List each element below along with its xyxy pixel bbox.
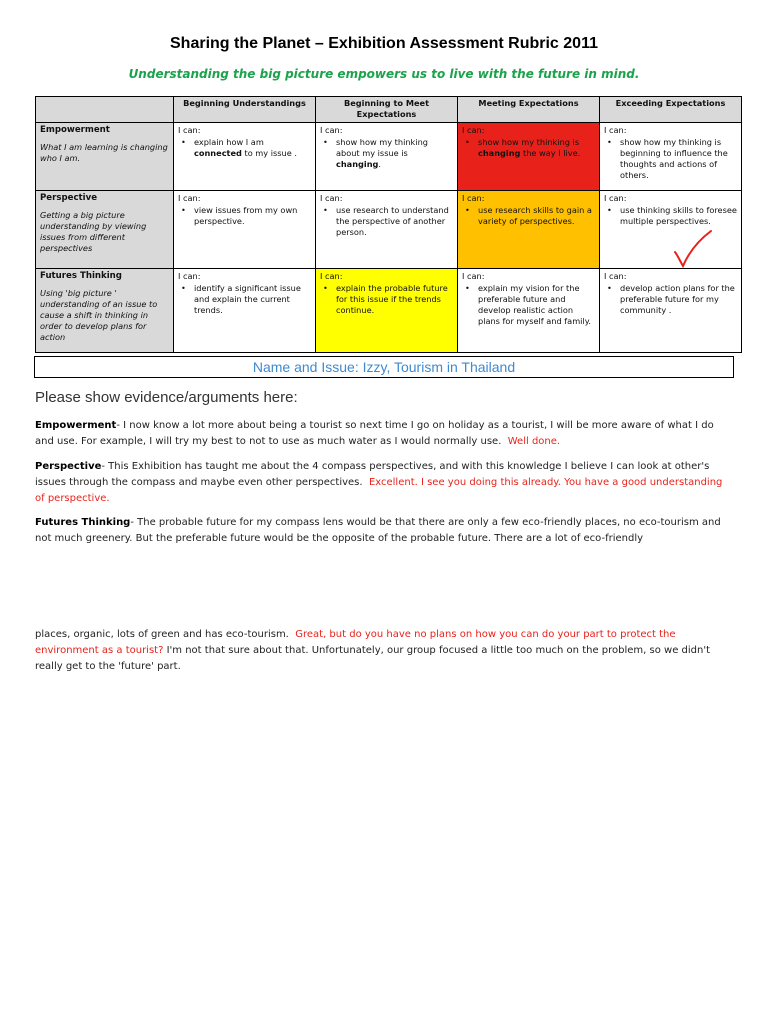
rubric-header: Meeting Expectations [458,97,600,123]
evidence-futures-continued [35,627,735,675]
page-subtitle: Understanding the big picture empowers us to live with the future in mind. [128,67,640,81]
row-title: Perspective [40,193,98,203]
rubric-header: Beginning to Meet Expectations [316,97,458,123]
evidence-text: - The probable future for my compass lens would be that there are only a few eco-friendly places, no eco-tourism and not much greenery. But the preferable future would be the opposite of the probable future. There are a lot of eco-friendly [35,517,721,544]
criterion-item: • show how my thinking is changing the way I live. [478,137,595,159]
rubric-row-empowerment [36,123,742,191]
row-description: Getting a big picture understanding by viewing issues from different perspectives [40,210,147,253]
evidence-text: - I now know a lot more about being a tourist so next time I go on holiday as a tourist, I will be more aware of what I do and use. For example, I will try my best to not to use as much water as I would normally use. [35,420,714,447]
rubric-header-row [36,97,742,123]
criterion-item: • use research to understand the perspective of another person. [336,205,453,238]
teacher-feedback: Great, but do you have no plans on how you can do your part to protect the environment as a tourist? [35,629,676,656]
criterion-item: • explain my vision for the preferable future and develop realistic action plans for myself and family. [478,283,595,327]
evidence-label: Empowerment [35,420,117,431]
criterion-item: • view issues from my own perspective. [194,205,311,227]
rubric-cell [316,191,458,269]
ican-label: I can: [320,271,343,281]
evidence-label: Futures Thinking [35,517,131,528]
criterion-item: • explain how I am connected to my issue . [194,137,311,159]
ican-label: I can: [604,193,627,203]
assessment-rubric-table [35,96,742,353]
criterion-item: • explain the probable future for this issue if the trends continue. [336,283,453,316]
teacher-feedback: Excellent. I see you doing this already. You have a good understanding of perspective. [35,477,723,504]
rubric-cell [174,123,316,191]
rubric-cell-highlighted-orange [458,191,600,269]
criterion-item: • use research skills to gain a variety of perspectives. [478,205,595,227]
evidence-futures-thinking [35,515,735,547]
rubric-row-futures-thinking [36,269,742,353]
evidence-text: places, organic, lots of green and has eco-tourism. [35,629,289,640]
ican-label: I can: [178,271,201,281]
rubric-cell [600,123,742,191]
evidence-empowerment [35,418,735,450]
row-description: Using 'big picture ' understanding of an issue to cause a shift in thinking in order to develop plans for action [40,288,158,342]
ican-label: I can: [320,125,343,135]
evidence-label: Perspective [35,461,102,472]
rubric-cell [600,269,742,353]
row-title: Futures Thinking [40,271,122,281]
criterion-item: • identify a significant issue and explain the current trends. [194,283,311,316]
rubric-header: Exceeding Expectations [600,97,742,123]
page-title: Sharing the Planet – Exhibition Assessment Rubric 2011 [170,35,598,52]
criterion-item: • develop action plans for the preferable future for my community . [620,283,737,316]
row-description: What I am learning is changing who I am. [40,142,168,163]
student-reply: I'm not that sure about that. Unfortunately, our group focused a little too much on the problem, so we didn't really get to the 'future' part. [35,645,711,672]
ican-label: I can: [462,193,485,203]
ican-label: I can: [178,125,201,135]
criterion-item: • show how my thinking about my issue is changing. [336,137,453,170]
criterion-item: • show how my thinking is beginning to influence the thoughts and actions of others. [620,137,737,181]
rubric-row-header [36,123,174,191]
row-title: Empowerment [40,125,110,135]
rubric-cell [316,123,458,191]
evidence-heading: Please show evidence/arguments here: [35,389,298,406]
rubric-cell [458,269,600,353]
rubric-header: Beginning Understandings [174,97,316,123]
rubric-cell [174,269,316,353]
evidence-perspective [35,459,735,507]
evidence-text: - This Exhibition has taught me about the 4 compass perspectives, and with this knowledge I believe I can look at other's issues through the compass and maybe even other perspectives. [35,461,710,488]
rubric-row-header [36,191,174,269]
rubric-cell [174,191,316,269]
ican-label: I can: [462,271,485,281]
rubric-row-perspective [36,191,742,269]
criterion-item: • use thinking skills to foresee multiple perspectives. [620,205,737,227]
rubric-row-header [36,269,174,353]
ican-label: I can: [462,125,485,135]
ican-label: I can: [604,271,627,281]
ican-label: I can: [320,193,343,203]
rubric-cell-highlighted-red [458,123,600,191]
rubric-corner-cell [36,97,174,123]
ican-label: I can: [178,193,201,203]
ican-label: I can: [604,125,627,135]
rubric-cell-highlighted-yellow [316,269,458,353]
check-mark-icon [672,228,714,270]
name-and-issue: Name and Issue: Izzy, Tourism in Thailand [34,356,734,378]
teacher-feedback: Well done. [507,436,561,447]
rubric-cell [600,191,742,269]
